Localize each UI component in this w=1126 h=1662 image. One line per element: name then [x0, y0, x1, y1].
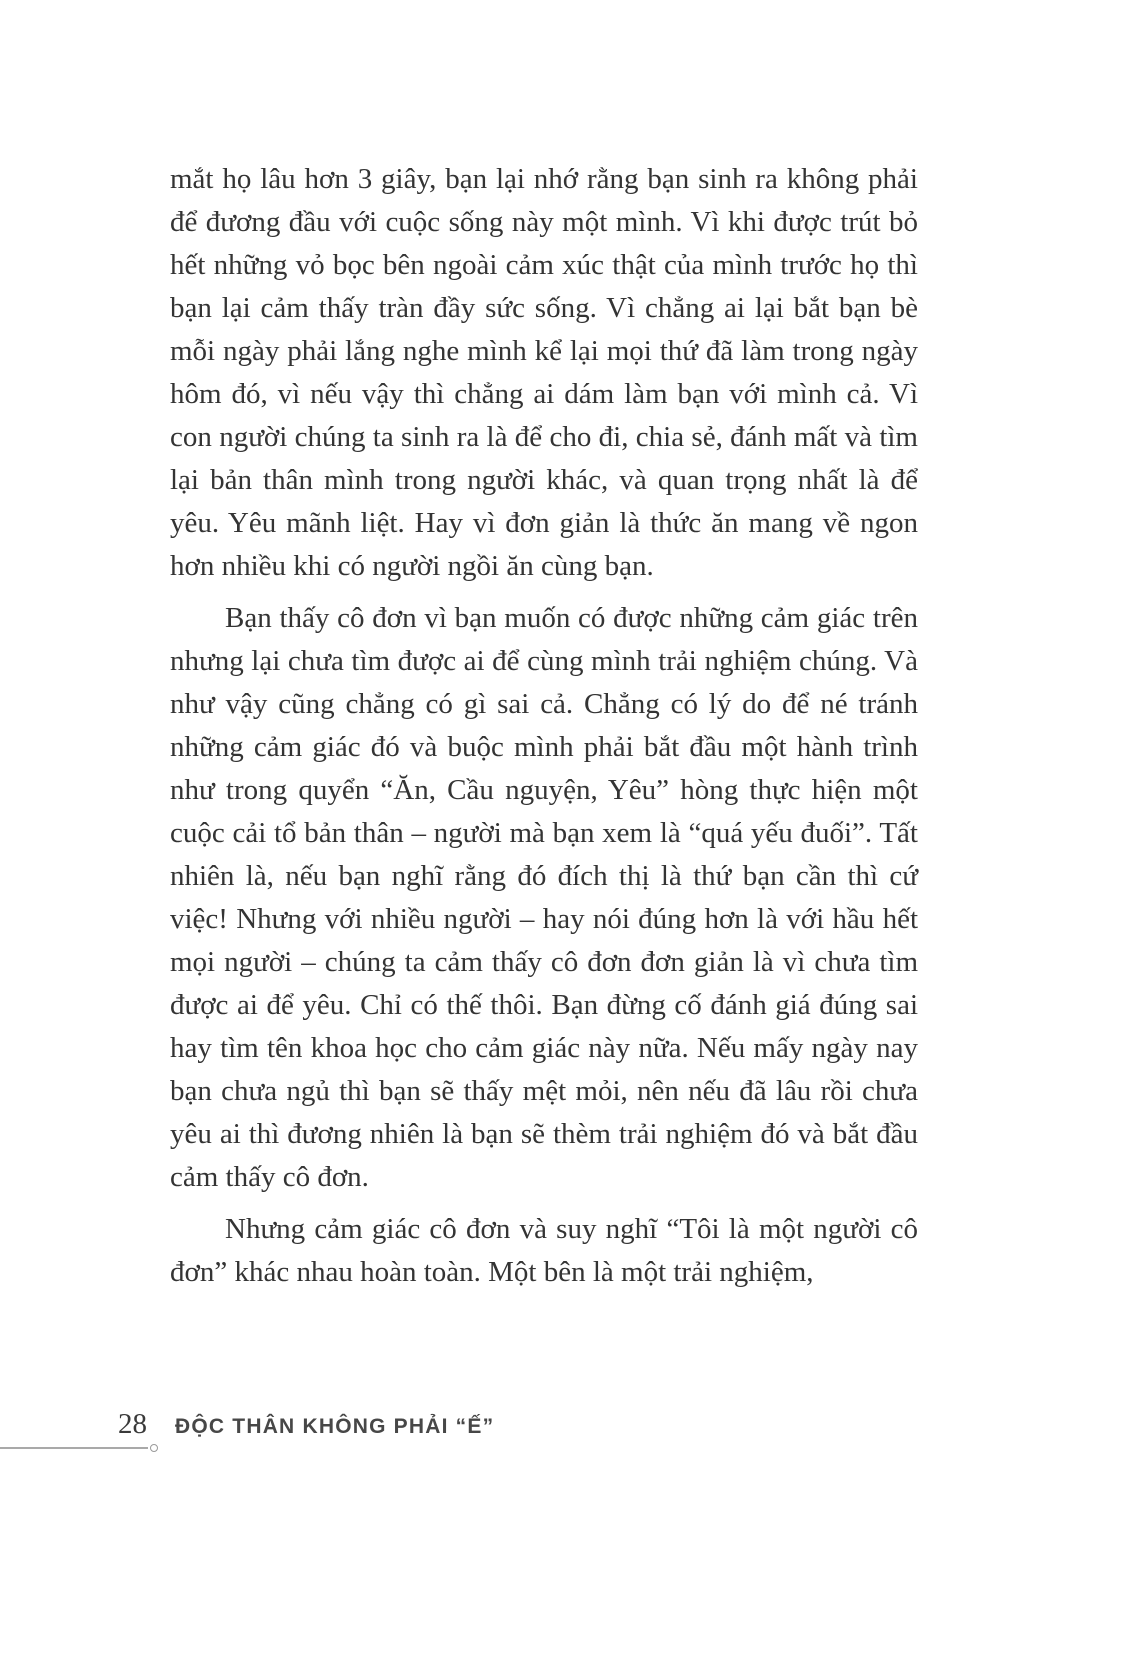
body-text — [170, 158, 918, 1303]
paragraph-2: Bạn thấy cô đơn vì bạn muốn có được những cảm giác trên nhưng lại chưa tìm được ai để cùng mình trải nghiệm chúng. Và như vậy cũng chẳng có gì sai cả. Chẳng có lý do để né tránh những cảm giác đó và buộc mình phải bắt đầu một hành trình như trong quyển “Ăn, Cầu nguyện, Yêu” hòng thực hiện một cuộc cải tổ bản thân – người mà bạn xem là “quá yếu đuối”. Tất nhiên là, nếu bạn nghĩ rằng đó đích thị là thứ bạn cần thì cứ việc! Nhưng với nhiều người – hay nói đúng hơn là với hầu hết mọi người – chúng ta cảm thấy cô đơn đơn giản là vì chưa tìm được ai để yêu. Chỉ có thế thôi. Bạn đừng cố đánh giá đúng sai hay tìm tên khoa học cho cảm giác này nữa. Nếu mấy ngày nay bạn chưa ngủ thì bạn sẽ thấy mệt mỏi, nên nếu đã lâu rồi chưa yêu ai thì đương nhiên là bạn sẽ thèm trải nghiệm đó và bắt đầu cảm thấy cô đơn. — [170, 602, 918, 1193]
page-number: 28 — [118, 1408, 147, 1440]
footer-decoration-line — [0, 1447, 148, 1449]
footer-decoration-dot — [150, 1444, 158, 1452]
paragraph-1: mắt họ lâu hơn 3 giây, bạn lại nhớ rằng bạn sinh ra không phải để đương đầu với cuộc sống này một mình. Vì khi được trút bỏ hết những vỏ bọc bên ngoài cảm xúc thật của mình trước họ thì bạn lại cảm thấy tràn đầy sức sống. Vì chẳng ai lại bắt bạn bè mỗi ngày phải lắng nghe mình kể lại mọi thứ đã làm trong ngày hôm đó, vì nếu vậy thì chẳng ai dám làm bạn với mình cả. Vì con người chúng ta sinh ra là để cho đi, chia sẻ, đánh mất và tìm lại bản thân mình trong người khác, và quan trọng nhất là để yêu. Yêu mãnh liệt. Hay vì đơn giản là thức ăn mang về ngon hơn nhiều khi có người ngồi ăn cùng bạn. — [170, 163, 918, 582]
paragraph-3: Nhưng cảm giác cô đơn và suy nghĩ “Tôi là một người cô đơn” khác nhau hoàn toàn. Một bên là một trải nghiệm, — [170, 1213, 918, 1288]
page-footer — [118, 1408, 918, 1441]
book-title: ĐỘC THÂN KHÔNG PHẢI “Ế” — [175, 1415, 495, 1438]
